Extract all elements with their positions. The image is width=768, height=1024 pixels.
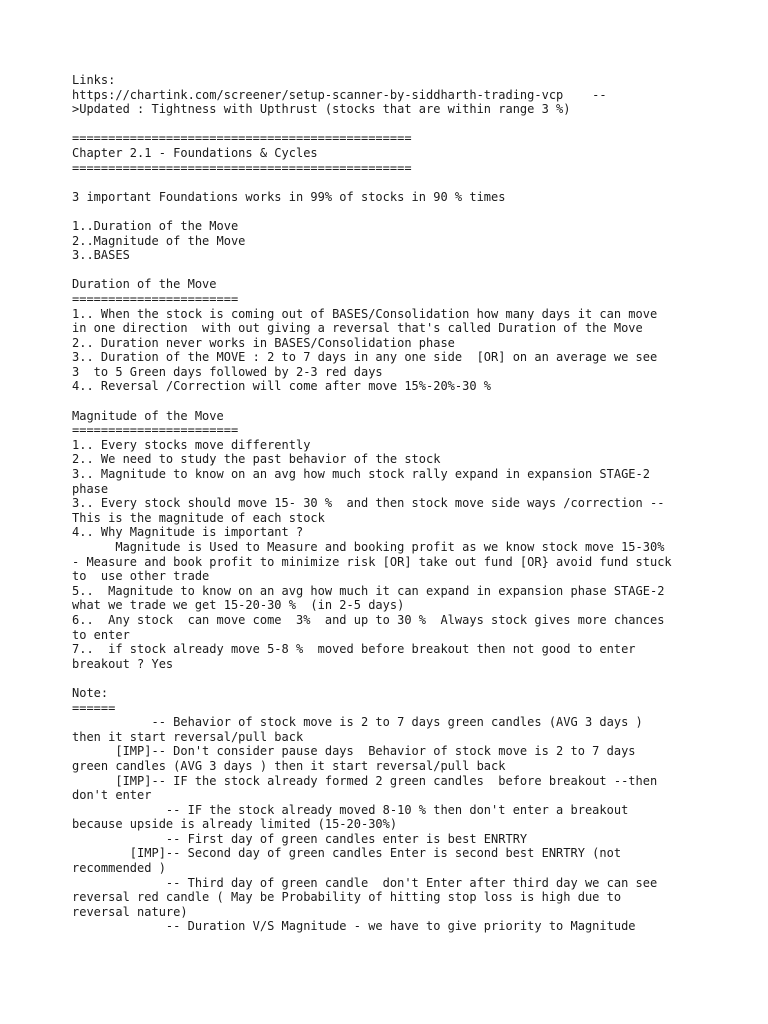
text-line: then it start reversal/pull back	[72, 729, 304, 744]
text-line: 3.. Duration of the MOVE : 2 to 7 days in any one side [OR] on an average we see	[72, 350, 658, 365]
separator-line: =======================	[72, 423, 239, 438]
text-line: [IMP]-- Second day of green candles Enter is second best ENRTRY (not	[72, 846, 622, 861]
text-line: 3 important Foundations works in 99% of stocks in 90 % times	[72, 189, 506, 204]
text-line: to enter	[72, 627, 130, 642]
text-line: recommended )	[72, 861, 166, 876]
text-line: >Updated : Tightness with Upthrust (stocks that are within range 3 %)	[72, 102, 571, 117]
text-line: don't enter	[72, 788, 152, 803]
blank-line	[72, 671, 762, 686]
text-line: 4.. Reversal /Correction will come after move 15%-20%-30 %	[72, 379, 492, 394]
text-line: to use other trade	[72, 569, 210, 584]
text-line: Magnitude of the Move	[72, 408, 224, 423]
text-line: 2.. We need to study the past behavior of the stock	[72, 452, 441, 467]
text-line: 7.. if stock already move 5-8 % moved before breakout then not good to enter	[72, 642, 636, 657]
text-line: 2..Magnitude of the Move	[72, 233, 246, 248]
text-line: because upside is already limited (15-20-30%)	[72, 817, 398, 832]
blank-line	[72, 263, 762, 278]
text-line: 2.. Duration never works in BASES/Consolidation phase	[72, 335, 455, 350]
text-line: green candles (AVG 3 days ) then it start reversal/pull back	[72, 758, 506, 773]
document-body	[72, 73, 762, 934]
text-line: [IMP]-- Don't consider pause days Behavior of stock move is 2 to 7 days	[72, 744, 636, 759]
text-line: 3..BASES	[72, 248, 130, 263]
text-line: 3 to 5 Green days followed by 2-3 red days	[72, 364, 383, 379]
text-line: - Measure and book profit to minimize risk [OR] take out fund [OR} avoid fund stuck	[72, 554, 672, 569]
text-line: -- Third day of green candle don't Enter after third day we can see	[72, 875, 658, 890]
text-line: 1..Duration of the Move	[72, 218, 239, 233]
separator-line: ===============================================	[72, 131, 412, 146]
blank-line	[72, 175, 762, 190]
text-line: 4.. Why Magnitude is important ?	[72, 525, 304, 540]
blank-line	[72, 394, 762, 409]
text-line: phase	[72, 481, 109, 496]
text-line: This is the magnitude of each stock	[72, 510, 325, 525]
text-line: reversal red candle ( May be Probability of hitting stop loss is high due to	[72, 890, 622, 905]
text-line: https://chartink.com/screener/setup-scanner-by-siddharth-trading-vcp --	[72, 87, 607, 102]
blank-line	[72, 117, 762, 132]
text-line: reversal nature)	[72, 904, 188, 919]
separator-line: =======================	[72, 291, 239, 306]
separator-line: ===============================================	[72, 160, 412, 175]
text-line: 3.. Magnitude to know on an avg how much stock rally expand in expansion STAGE-2	[72, 467, 650, 482]
text-line: 1.. Every stocks move differently	[72, 437, 311, 452]
text-line: 3.. Every stock should move 15- 30 % and then stock move side ways /correction --	[72, 496, 665, 511]
text-line: Duration of the Move	[72, 277, 217, 292]
text-line: breakout ? Yes	[72, 656, 174, 671]
text-line: -- Duration V/S Magnitude - we have to give priority to Magnitude	[72, 919, 636, 934]
text-line: -- Behavior of stock move is 2 to 7 days green candles (AVG 3 days )	[72, 715, 643, 730]
text-line: in one direction with out giving a reversal that's called Duration of the Move	[72, 321, 643, 336]
text-line: Magnitude is Used to Measure and booking profit as we know stock move 15-30%	[72, 540, 665, 554]
text-line: what we trade we get 15-20-30 % (in 2-5 days)	[72, 598, 405, 613]
text-line: Links:	[72, 73, 116, 87]
text-line: 1.. When the stock is coming out of BASES/Consolidation how many days it can move	[72, 306, 658, 321]
text-line: Note:	[72, 685, 109, 700]
text-line: 5.. Magnitude to know on an avg how much it can expand in expansion phase STAGE-2	[72, 583, 665, 598]
text-line: [IMP]-- IF the stock already formed 2 green candles before breakout --then	[72, 773, 658, 788]
separator-line: ======	[72, 700, 116, 715]
text-line: -- First day of green candles enter is best ENRTRY	[72, 831, 528, 846]
text-line: -- IF the stock already moved 8-10 % then don't enter a breakout	[72, 802, 629, 817]
text-line: 6.. Any stock can move come 3% and up to 30 % Always stock gives more chances	[72, 612, 665, 627]
blank-line	[72, 204, 762, 219]
text-line: Chapter 2.1 - Foundations & Cycles	[72, 145, 318, 160]
